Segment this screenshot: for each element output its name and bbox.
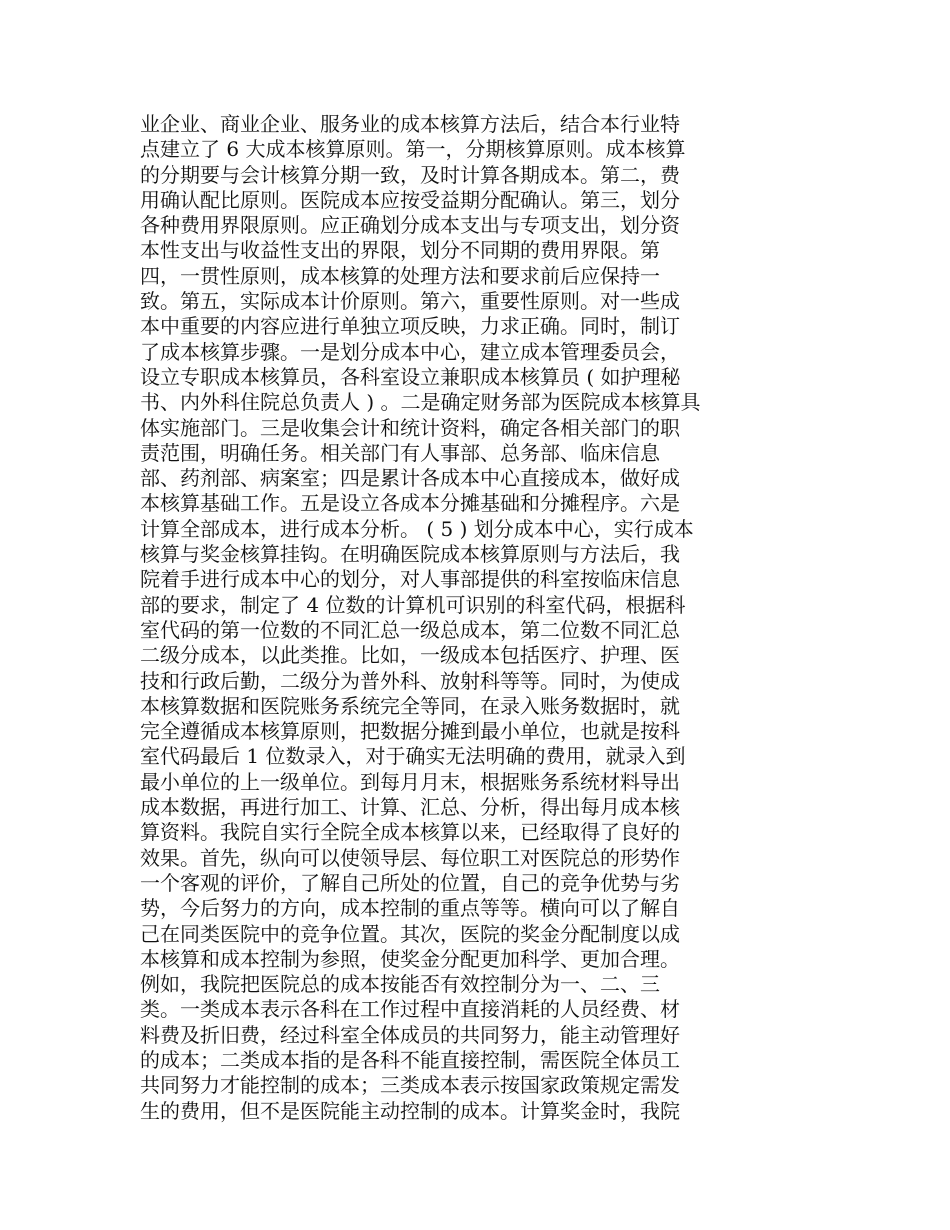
text-line: 院着手进行成本中心的划分，对人事部提供的科室按临床信息	[140, 567, 680, 592]
text-line: 体实施部门。三是收集会计和统计资料，确定各相关部门的职	[140, 415, 680, 440]
text-line: 室代码最后 1 位数录入，对于确实无法明确的费用，就录入到	[140, 744, 686, 769]
text-line: 的分期要与会计核算分期一致，及时计算各期成本。第二，费	[140, 162, 680, 187]
text-line: 技和行政后勤，二级分为普外科、放射科等等。同时，为使成	[140, 668, 680, 693]
text-line: 责范围，明确任务。相关部门有人事部、总务部、临床信息	[140, 440, 660, 465]
text-line: 本性支出与收益性支出的界限，划分不同期的费用界限。第	[140, 238, 660, 263]
text-line: 本中重要的内容应进行单独立项反映，力求正确。同时，制订	[140, 314, 680, 339]
text-line: 的成本；二类成本指的是各科不能直接控制，需医院全体员工	[140, 1047, 680, 1072]
text-line: 一个客观的评价，了解自己所处的位置，自己的竞争优势与劣	[140, 870, 680, 895]
text-line: 设立专职成本核算员，各科室设立兼职成本核算员 ( 如护理秘	[140, 364, 681, 389]
text-line: 势，今后努力的方向，成本控制的重点等等。横向可以了解自	[140, 896, 680, 921]
text-line: 成本数据，再进行加工、计算、汇总、分析，得出每月成本核	[140, 795, 680, 820]
text-line: 二级分成本，以此类推。比如，一级成本包括医疗、护理、医	[140, 643, 680, 668]
text-line: 本核算和成本控制为参照，使奖金分配更加科学、更加合理。	[140, 946, 680, 971]
text-line: 类。一类成本表示各科在工作过程中直接消耗的人员经费、材	[140, 997, 680, 1022]
text-line: 效果。首先，纵向可以使领导层、每位职工对医院总的形势作	[140, 845, 680, 870]
body-text	[140, 112, 750, 1124]
text-line: 算资料。我院自实行全院全成本核算以来，已经取得了良好的	[140, 820, 680, 845]
text-line: 致。第五，实际成本计价原则。第六，重要性原则。对一些成	[140, 289, 680, 314]
text-line: 业企业、商业企业、服务业的成本核算方法后，结合本行业特	[140, 112, 680, 136]
text-line: 部的要求，制定了 4 位数的计算机可识别的科室代码，根据科	[140, 592, 686, 617]
text-line: 了成本核算步骤。一是划分成本中心，建立成本管理委员会，	[140, 339, 680, 364]
text-line: 己在同类医院中的竞争位置。其次，医院的奖金分配制度以成	[140, 921, 680, 946]
text-line: 点建立了 6 大成本核算原则。第一，分期核算原则。成本核算	[140, 137, 686, 162]
text-line: 用确认配比原则。医院成本应按受益期分配确认。第三，划分	[140, 187, 680, 212]
text-line: 书、内外科住院总负责人 ) 。二是确定财务部为医院成本核算具	[140, 390, 701, 415]
text-line: 生的费用，但不是医院能主动控制的成本。计算奖金时，我院	[140, 1098, 680, 1123]
text-line: 室代码的第一位数的不同汇总一级总成本，第二位数不同汇总	[140, 617, 680, 642]
text-line: 核算与奖金核算挂钩。在明确医院成本核算原则与方法后，我	[140, 542, 680, 567]
text-line: 各种费用界限原则。应正确划分成本支出与专项支出，划分资	[140, 213, 680, 238]
text-line: 计算全部成本，进行成本分析。 ( 5 ) 划分成本中心，实行成本	[140, 516, 694, 541]
text-line: 共同努力才能控制的成本；三类成本表示按国家政策规定需发	[140, 1073, 680, 1098]
text-line: 例如，我院把医院总的成本按能否有效控制分为一、二、三	[140, 972, 660, 997]
text-line: 本核算基础工作。五是设立各成本分摊基础和分摊程序。六是	[140, 491, 680, 516]
text-line: 部、药剂部、病案室；四是累计各成本中心直接成本，做好成	[140, 466, 680, 491]
text-line: 四，一贯性原则，成本核算的处理方法和要求前后应保持一	[140, 263, 660, 288]
text-line: 完全遵循成本核算原则，把数据分摊到最小单位，也就是按科	[140, 719, 680, 744]
text-line: 最小单位的上一级单位。到每月月末，根据账务系统材料导出	[140, 769, 680, 794]
text-line: 本核算数据和医院账务系统完全等同，在录入账务数据时，就	[140, 693, 680, 718]
text-line: 料费及折旧费，经过科室全体成员的共同努力，能主动管理好	[140, 1022, 680, 1047]
